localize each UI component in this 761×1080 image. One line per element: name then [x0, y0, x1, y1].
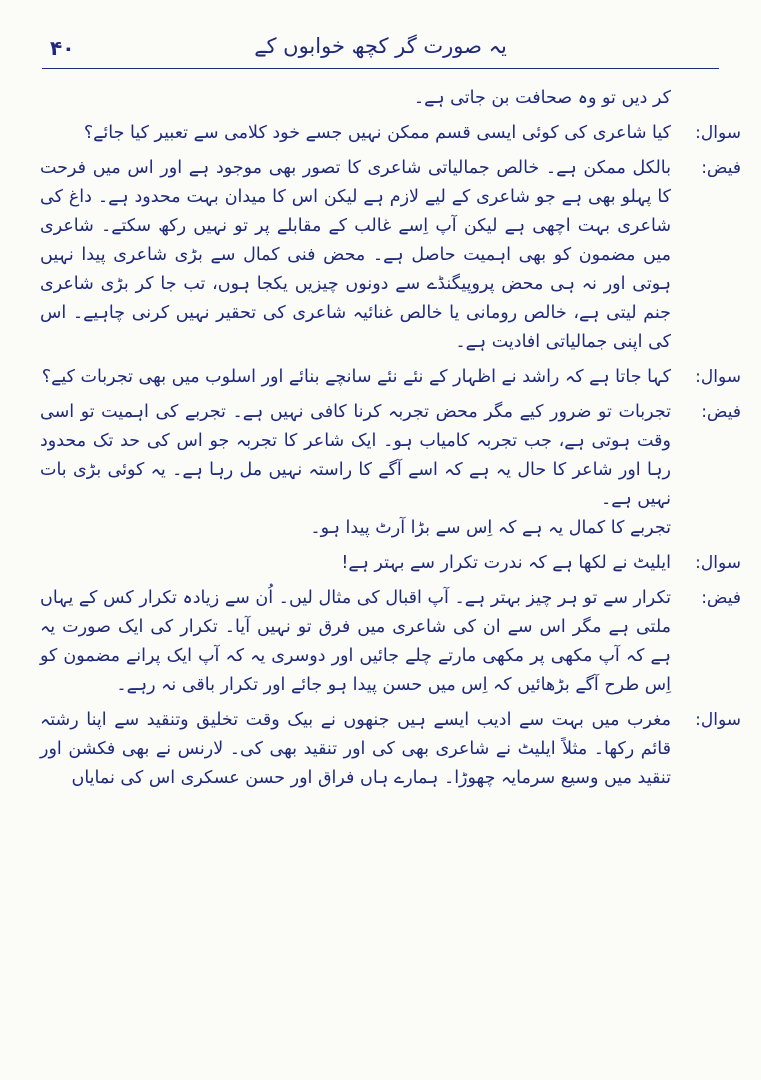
speaker-label: سوال:: [695, 123, 741, 143]
entry-answer: [40, 154, 741, 357]
page-header: [40, 30, 721, 70]
paragraph: کہا جاتا ہے کہ راشد نے اظہار کے نئے نئے سانچے بنائے اور اسلوب میں بھی تجربات کیے؟: [41, 367, 671, 387]
speaker-label: سوال:: [695, 710, 741, 730]
speaker-label: فیض:: [701, 158, 741, 178]
entry-continuation: [40, 84, 741, 113]
header-rule: [42, 68, 719, 69]
entry-answer: [40, 584, 741, 700]
speaker-label: سوال:: [695, 553, 741, 573]
speaker-label: فیض:: [701, 402, 741, 422]
paragraph: کر دیں تو وہ صحافت بن جاتی ہے۔: [413, 88, 671, 108]
entry-question: [40, 119, 741, 148]
speaker-label: سوال:: [695, 367, 741, 387]
running-title: یہ صورت گر کچھ خوابوں کے: [254, 34, 507, 58]
paragraph-continuation: تجربے کا کمال یہ ہے کہ اِس سے بڑا آرٹ پیدا ہو۔: [310, 518, 671, 538]
paragraph: مغرب میں بہت سے ادیب ایسے ہیں جنھوں نے بیک وقت تخلیق وتنقید سے اپنا رشتہ قائم رکھا۔ مثلاً ایلیٹ نے شاعری بھی کی اور تنقید بھی کی۔ لارنس نے بھی فکشن اور تنقید میں وسیع سرمایہ چھوڑا۔ ہمارے ہاں فراق اور حسن عسکری اس کی نمایاں: [40, 710, 671, 788]
interview-text: [40, 84, 741, 799]
entry-question: [40, 549, 741, 578]
page-number: ۴۰: [50, 36, 75, 60]
speaker-label: فیض:: [701, 588, 741, 608]
paragraph: کیا شاعری کی کوئی ایسی قسم ممکن نہیں جسے خود کلامی سے تعبیر کیا جائے؟: [83, 123, 671, 143]
entry-answer: [40, 398, 741, 543]
paragraph: بالکل ممکن ہے۔ خالص جمالیاتی شاعری کا تصور بھی موجود ہے اور اس میں فرحت کا پہلو بھی ہے جو شاعری کے لیے لازم ہے لیکن اس کا میدان بہت محدود ہے۔ داغ کی شاعری بہت اچھی ہے لیکن آپ اِسے غالب کے مقابلے پر تو نہیں رکھ سکتے۔ شاعری میں مضمون کو بھی اہمیت حاصل ہے۔ محض فنی کمال سے بڑی شاعری پیدا نہیں ہوتی اور نہ ہی محض پروپیگنڈے سے دونوں چیزیں یکجا ہوں، تب جا کر بڑی شاعری جنم لیتی ہے، خالص رومانی یا خالص غنائیہ شاعری کی تحقیر نہیں کرنی چاہیے۔ اس کی اپنی جمالیاتی افادیت ہے۔: [40, 158, 671, 352]
entry-question: [40, 363, 741, 392]
paragraph: تکرار سے تو ہر چیز بہتر ہے۔ آپ اقبال کی مثال لیں۔ اُن سے زیادہ تکرار کس کے یہاں ملتی ہے مگر اس سے ان کی شاعری میں فرق تو نہیں آیا۔ تکرار کی ایک صورت یہ ہے کہ آپ مکھی پر مکھی مارتے چلے جائیں اور دوسری یہ کہ آپ ایک پرانے مضمون کو اِس طرح آگے بڑھائیں کہ اِس میں حسن پیدا ہو جائے اور تکرار باقی نہ رہے۔: [40, 588, 671, 695]
entry-question: [40, 706, 741, 793]
paragraph: تجربات تو ضرور کیے مگر محض تجربہ کرنا کافی نہیں ہے۔ تجربے کی اہمیت تو اسی وقت ہوتی ہے، جب تجربہ کامیاب ہو۔ ایک شاعر کا تجربہ جو اس کی حد تک محدود رہا اور شاعر کا حال یہ ہے کہ اسے آگے کا راستہ نہیں مل رہا ہے۔ یہ کوئی بڑی بات نہیں ہے۔: [40, 402, 671, 509]
paragraph: ایلیٹ نے لکھا ہے کہ ندرت تکرار سے بہتر ہے!: [341, 553, 671, 573]
